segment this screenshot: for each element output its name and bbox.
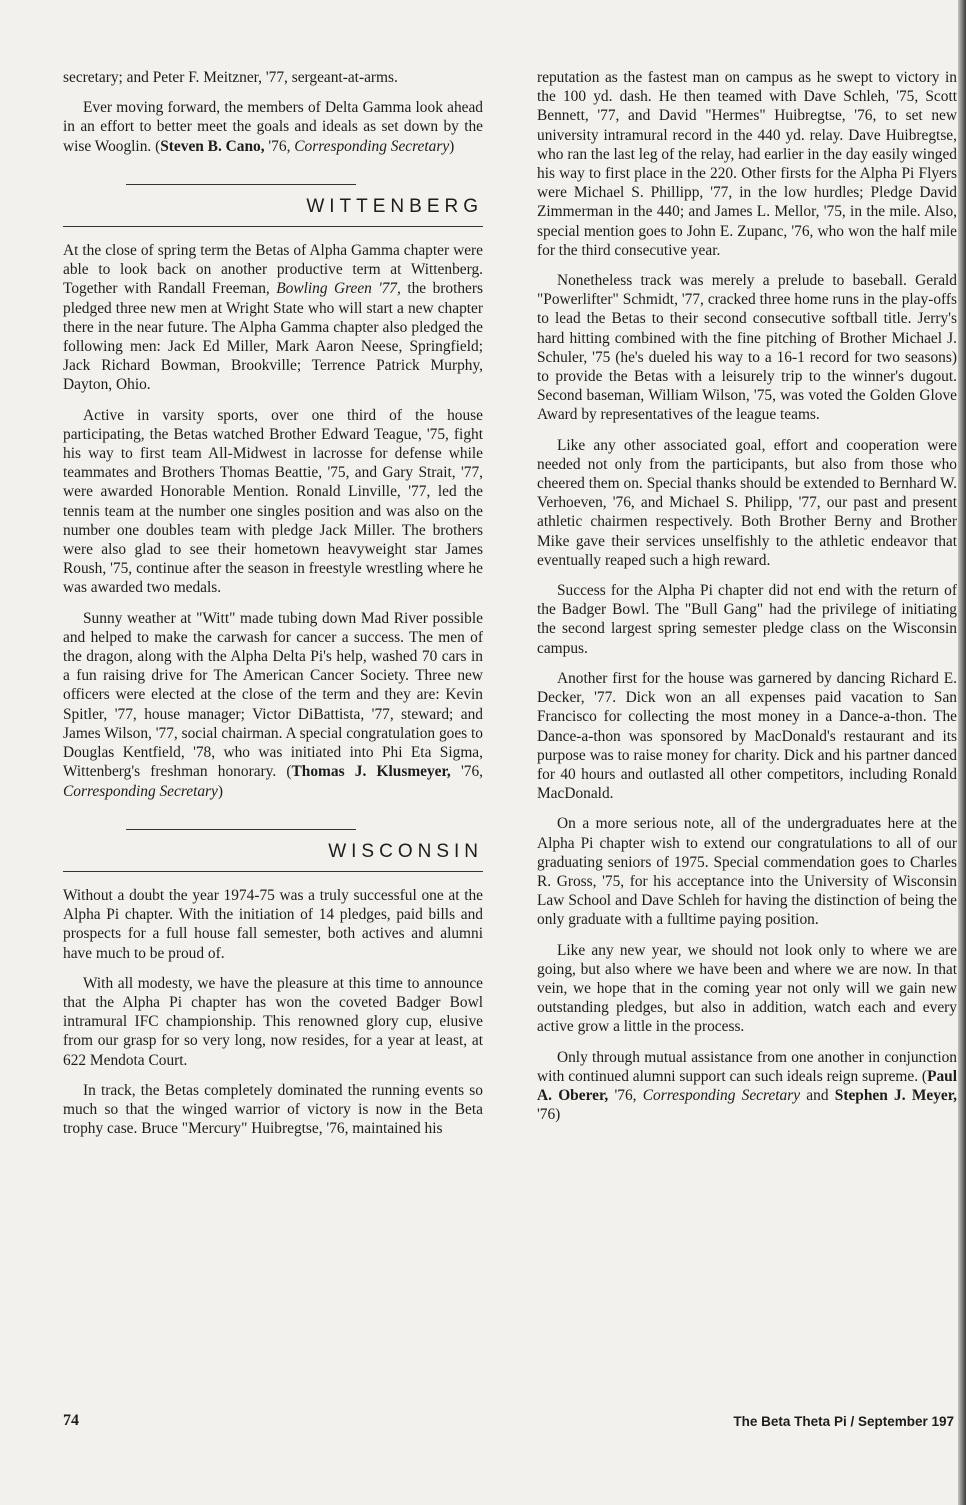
paragraph: Only through mutual assistance from one another in conjunction with continued alumni support can such ideals reign supreme. (Paul A. Oberer, '76, Corresponding Secretary and Stephen J. Meyer, '76)	[537, 1048, 957, 1124]
right-column	[537, 68, 957, 1398]
paragraph: Success for the Alpha Pi chapter did not end with the return of the Badger Bowl. The "Bull Gang" had the privilege of initiating the second largest spring semester pledge class on the Wisconsin campus.	[537, 582, 957, 657]
paragraph: secretary; and Peter F. Meitzner, '77, sergeant-at-arms.	[63, 69, 398, 86]
divider	[126, 829, 356, 830]
paragraph: Sunny weather at "Witt" made tubing down Mad River possible and helped to make the carwash for cancer a success. The men of the dragon, along with the Alpha Delta Pi's help, washed 70 cars in a fun raising drive for The American Cancer Society. Three new officers were elected at the close of the term and they are: Kevin Spitler, '77, house manager; Victor DiBattista, '77, steward; and James Wilson, '77, social chairman. A special congratulation goes to Douglas Kentfield, '78, who was initiated into Phi Eta Sigma, Wittenberg's freshman honorary. (Thomas J. Klusmeyer, '76, Corresponding Secretary)	[63, 609, 483, 800]
paragraph: Like any other associated goal, effort and cooperation were needed not only from the participants, but also from those who cheered them on. Special thanks should be extended to Bernhard W. Verhoeven, '76, and Michael S. Philipp, '77, our past and present athletic chairmen respectively. Both Brother Berny and Brother Mike gave their services unselfishly to the athletic endeavor that eventually reaped such a high reward.	[537, 436, 957, 569]
paragraph: In track, the Betas completely dominated the running events so much so that the winged warrior of victory is now in the Beta trophy case. Bruce "Mercury" Huibregtse, '76, maintained his	[63, 1081, 483, 1138]
paragraph: With all modesty, we have the pleasure at this time to announce that the Alpha Pi chapter has won the coveted Badger Bowl intramural IFC championship. This renowned glory cup, elusive from our grasp for so very long, now resides, for a year at least, at 622 Mendota Court.	[63, 974, 483, 1069]
paragraph: reputation as the fastest man on campus as he swept to victory in the 100 yd. dash. He then teamed with Dave Schleh, '75, Scott Bennett, '77, and David "Hermes" Huibregtse, '76, to set new university intramural record in the 440 yd. relay. Dave Huibregtse, who ran the last leg of the relay, had earlier in the day easily winged his way to first place in the 220. Other firsts for the Alpha Pi Flyers were Michael S. Phillipp, '77, in the low hurdles; Pledge David Zimmerman in the 440; and James L. Mellor, '75, in the mile. Also, special mention goes to John E. Zupanc, '76, who won the half mile for the third consecutive year.	[537, 69, 957, 259]
left-column	[63, 68, 483, 1149]
paragraph: Nonetheless track was merely a prelude to baseball. Gerald "Powerlifter" Schmidt, '77, cracked three home runs in the play-offs to lead the Betas to their second consecutive softball title. Jerry's hard hitting combined with the fine pitching of Brother Michael J. Schuler, '75 (he's dueled his way to a 16-1 record for two seasons) to provide the Betas with a leisurely trip to the winner's dugout. Second baseman, William Wilson, '75, was voted the Golden Glove Award by representatives of the league teams.	[537, 272, 957, 424]
paragraph: Ever moving forward, the members of Delta Gamma look ahead in an effort to better meet the goals and ideals as set down by the wise Wooglin. (Steven B. Cano, '76, Corresponding Secretary)	[63, 99, 483, 155]
divider	[63, 871, 483, 872]
page-edge-shadow	[958, 0, 966, 1505]
paragraph: At the close of spring term the Betas of Alpha Gamma chapter were able to look back on another productive term at Wittenberg. Together with Randall Freeman, Bowling Green '77, the brothers pledged three new men at Wright State who will start a new chapter there in the near future. The Alpha Gamma chapter also pledged the following men: Jack Ed Miller, Mark Aaron Neese, Springfield; Jack Richard Bowman, Brookville; Terrence Patrick Murphy, Dayton, Ohio.	[63, 242, 484, 394]
section-title: WISCONSIN	[328, 840, 483, 862]
divider	[126, 184, 356, 185]
author-name: Steven B. Cano,	[160, 137, 265, 155]
paragraph: Like any new year, we should not look only to where we are going, but also where we have been and where we are now. In that vein, we hope that in the coming year not only will we gain new outstanding pledges, but also in addition, watch each and every active grow a little in the process.	[537, 941, 957, 1036]
divider	[63, 226, 483, 227]
running-footer: The Beta Theta Pi / September 197	[733, 1414, 954, 1429]
section-header-wisconsin	[63, 829, 483, 872]
paragraph: Active in varsity sports, over one third of the house participating, the Betas watched Brother Edward Teague, '75, fight his way to first team All-Midwest in lacrosse for defense while teammates and Brothers Thomas Beattie, '75, and Gary Strait, '77, were awarded Honorable Mention. Ronald Linville, '77, led the tennis team at the number one singles position and was also on the number one doubles team with pledge Jack Miller. The brothers were also glad to see their hometown heavyweight star James Roush, '75, continue after the season in freestyle wrestling where he was awarded two medals.	[63, 406, 483, 597]
author-role: Corresponding Secretary	[63, 782, 218, 800]
author-name: Stephen J. Meyer,	[834, 1086, 957, 1104]
section-header-wittenberg	[63, 184, 483, 227]
author-role: Corresponding Secretary	[642, 1086, 801, 1104]
section-title: WITTENBERG	[306, 195, 483, 217]
page-number: 74	[63, 1412, 79, 1429]
paragraph: Another first for the house was garnered by dancing Richard E. Decker, '77. Dick won an all expenses paid vacation to San Francisco for collecting the most money in a Dance-a-thon. The Dance-a-thon was sponsored by MacDonald's restaurant and its purpose was to raise money for charity. Dick and his partner danced for 40 hours and outlasted all other competitors, including Ronald MacDonald.	[537, 669, 957, 803]
paragraph: Without a doubt the year 1974-75 was a truly successful one at the Alpha Pi chapter. With the initiation of 14 pledges, paid bills and prospects for a full house fall semester, both actives and alumni have much to be proud of.	[63, 886, 483, 962]
author-name: Paul A. Oberer,	[537, 1067, 957, 1104]
author-role: Corresponding Secretary	[294, 137, 450, 155]
paragraph: On a more serious note, all of the undergraduates here at the Alpha Pi chapter wish to extend our congratulations to all of our graduating seniors of 1975. Special commendation goes to Charles R. Gross, '75, for his acceptance into the University of Wisconsin Law School and Dave Schleh for having the distinction of being the only graduate with a fulltime paying position.	[537, 815, 957, 929]
author-name: Thomas J. Klusmeyer,	[291, 763, 451, 781]
